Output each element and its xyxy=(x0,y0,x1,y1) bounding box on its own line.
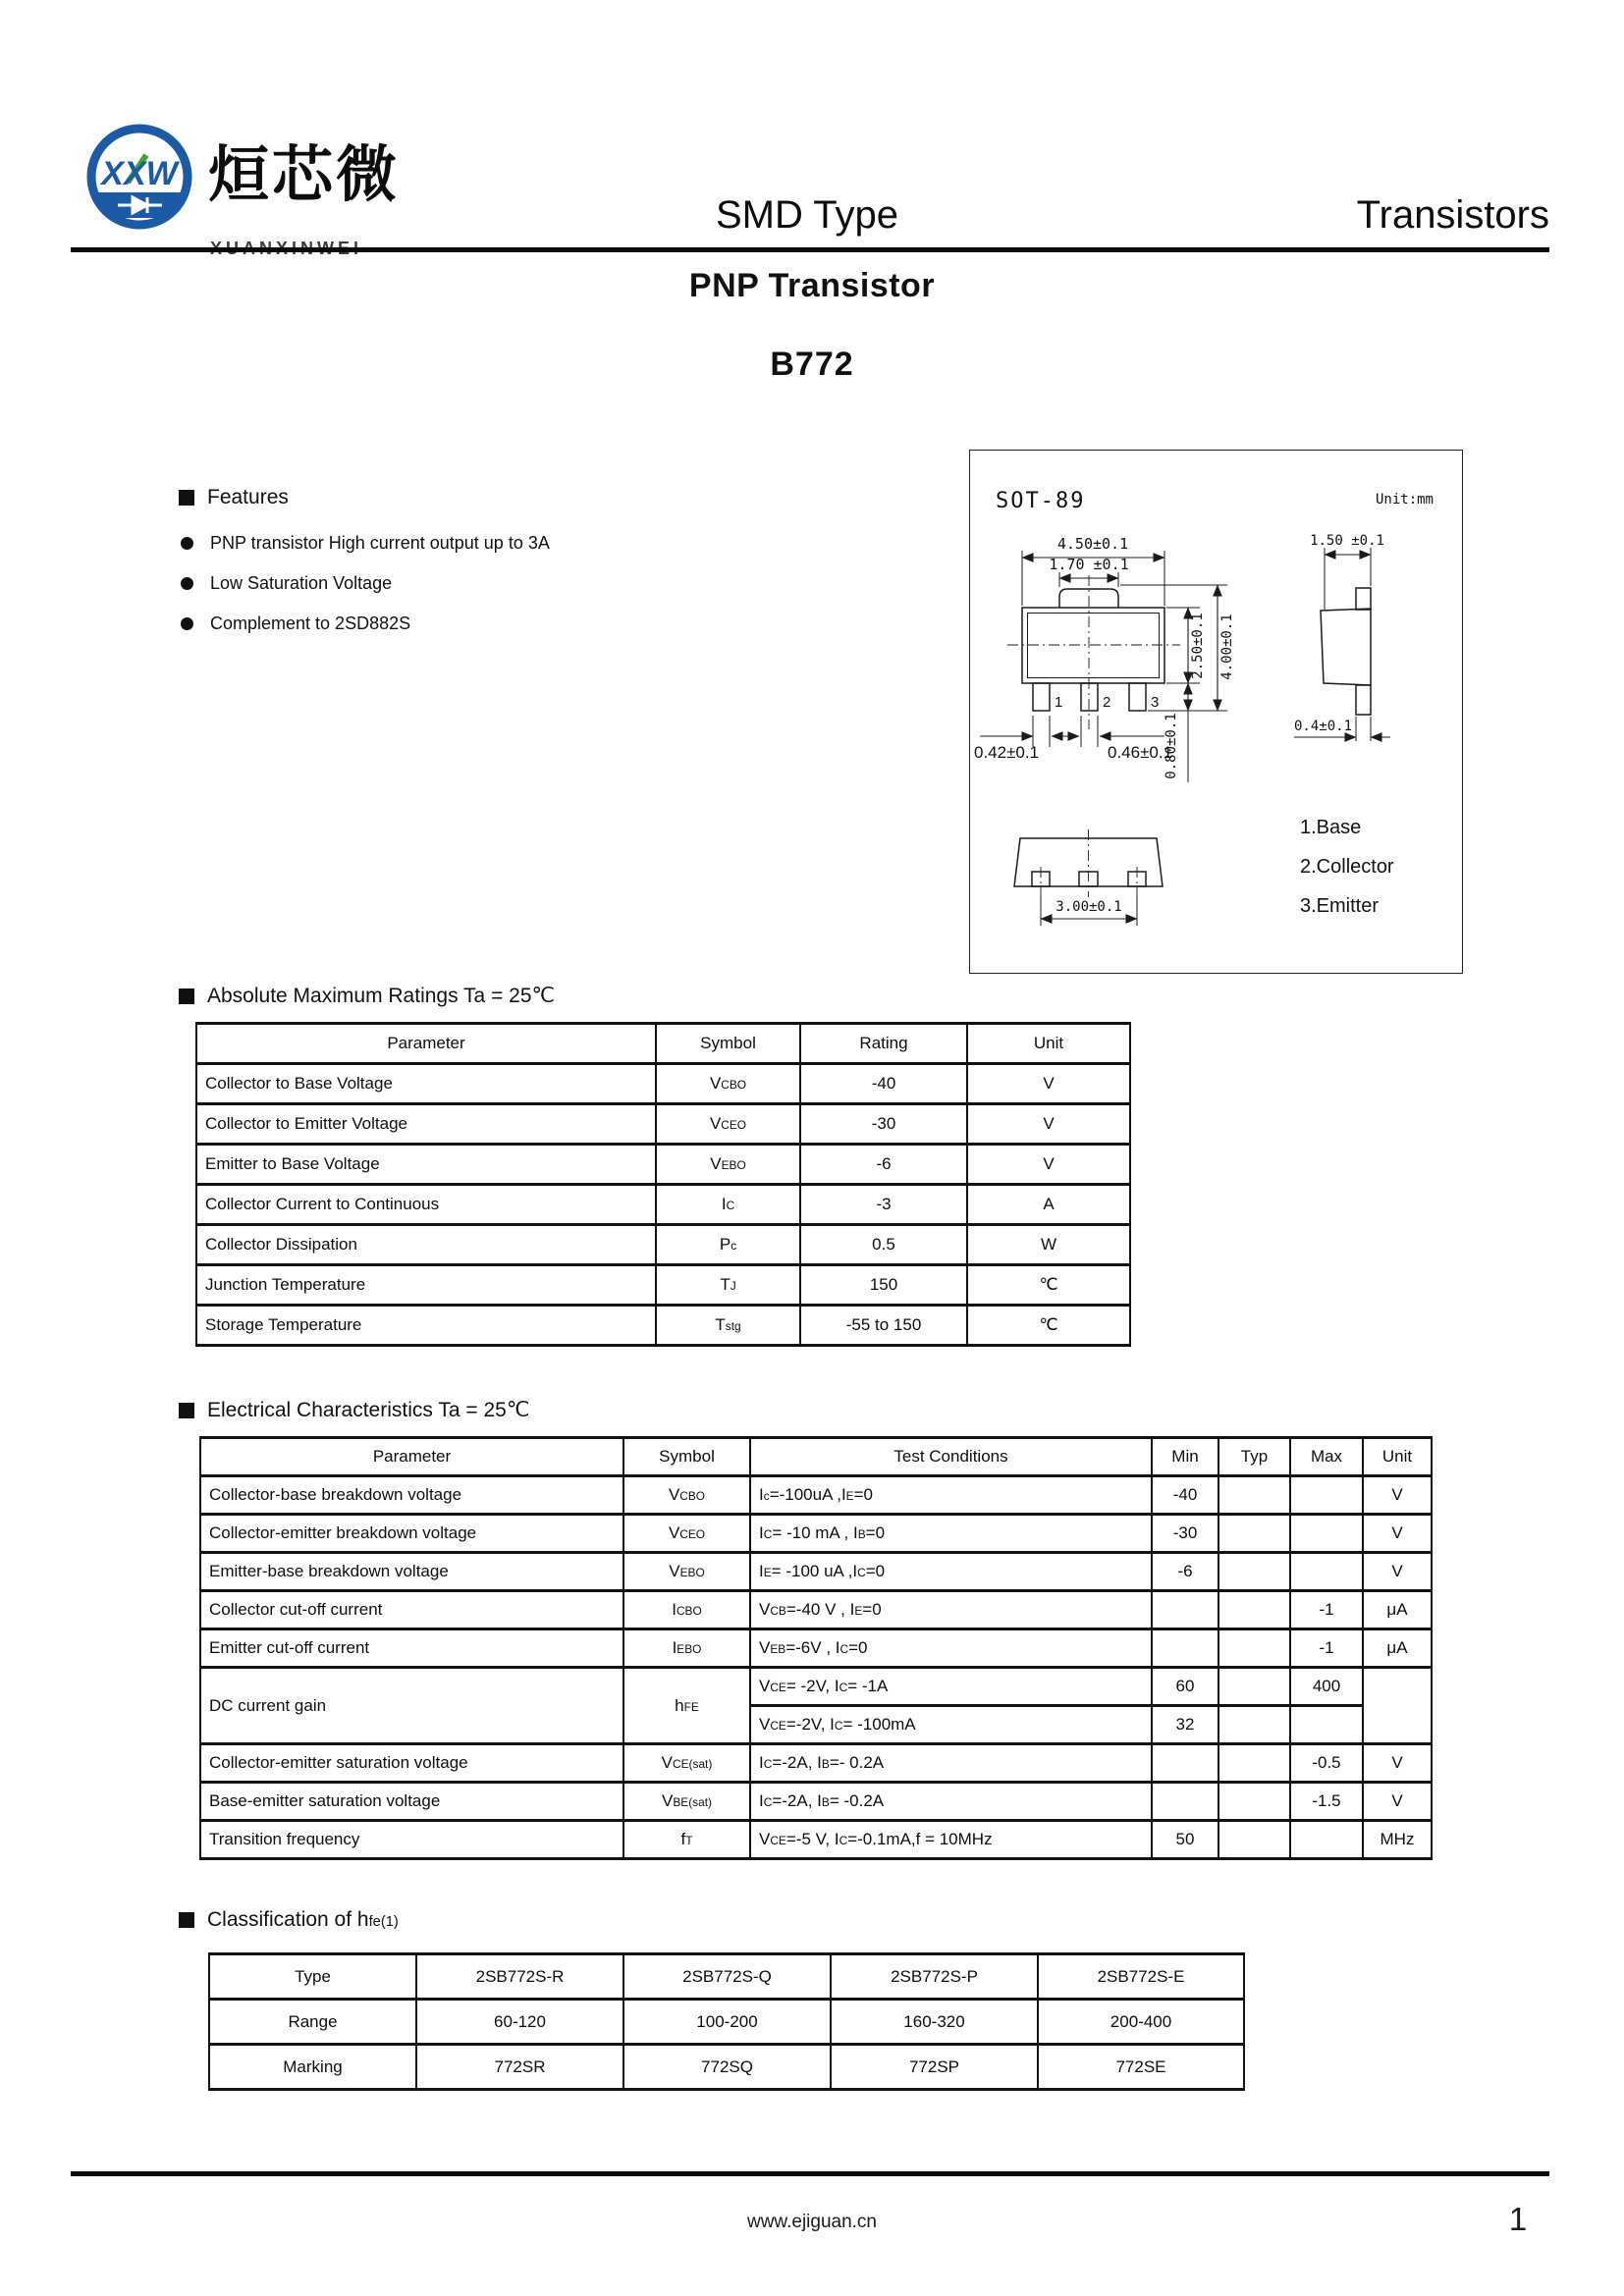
column-header: Typ xyxy=(1218,1438,1290,1476)
unit-cell: μA xyxy=(1363,1629,1432,1668)
legend-collector: 2.Collector xyxy=(1300,856,1394,878)
dim-side-width-label: 1.50 ±0.1 xyxy=(1310,533,1384,549)
unit-cell: V xyxy=(1363,1476,1432,1515)
dim-total-height-label: 4.00±0.1 xyxy=(1219,614,1235,680)
symbol-cell: IEBO xyxy=(623,1629,750,1668)
unit-cell: MHz xyxy=(1363,1821,1432,1859)
dim-lead-width-label: 0.42±0.1 xyxy=(974,743,1040,762)
table-row xyxy=(209,2000,1244,2045)
feature-item xyxy=(181,533,550,554)
pin-2-label: 2 xyxy=(1103,694,1111,711)
column-header: Parameter xyxy=(200,1438,623,1476)
symbol-cell: fT xyxy=(623,1821,750,1859)
package-outline-diagram xyxy=(969,450,1463,974)
typ-cell xyxy=(1218,1629,1290,1668)
table-row xyxy=(200,1668,1432,1706)
parameter-cell: Collector to Emitter Voltage xyxy=(196,1104,656,1145)
feature-text: Low Saturation Voltage xyxy=(210,573,393,593)
legend-base: 1.Base xyxy=(1300,817,1362,838)
elec-heading xyxy=(179,1398,529,1422)
symbol-cell: VBE(sat) xyxy=(623,1783,750,1821)
parameter-cell: Junction Temperature xyxy=(196,1265,656,1306)
conditions-cell: Ic=-100uA ,IE=0 xyxy=(750,1476,1152,1515)
marking-cell: 772SP xyxy=(831,2045,1038,2090)
table-row xyxy=(200,1744,1432,1783)
table-row xyxy=(196,1306,1130,1346)
min-cell: 32 xyxy=(1152,1706,1218,1744)
table-row xyxy=(196,1064,1130,1104)
dim-tab-width-label: 1.70 ±0.1 xyxy=(1049,556,1129,573)
dim-lead-thickness-label: 0.4±0.1 xyxy=(1294,719,1353,734)
elec-heading-label: Electrical Characteristics Ta = 25℃ xyxy=(207,1399,530,1421)
parameter-cell: Transition frequency xyxy=(200,1821,623,1859)
max-cell: 400 xyxy=(1290,1668,1363,1706)
feature-text: Complement to 2SD882S xyxy=(210,614,411,633)
unit-cell: V xyxy=(967,1064,1130,1104)
parameter-cell: Emitter cut-off current xyxy=(200,1629,623,1668)
table-row xyxy=(196,1265,1130,1306)
column-header: Symbol xyxy=(623,1438,750,1476)
doc-title: PNP Transistor xyxy=(688,267,936,304)
min-cell: -6 xyxy=(1152,1553,1218,1591)
category-label: Transistors xyxy=(1356,193,1549,237)
column-header: Symbol xyxy=(656,1024,800,1064)
dim-body-width-label: 4.50±0.1 xyxy=(1056,535,1129,553)
feature-item xyxy=(181,573,392,594)
symbol-cell: VEBO xyxy=(656,1145,800,1185)
logo-monogram: XXW xyxy=(101,155,178,192)
section-square-icon xyxy=(179,490,194,506)
conditions-cell: IC=-2A, IB= -0.2A xyxy=(750,1783,1152,1821)
parameter-cell: Collector Dissipation xyxy=(196,1225,656,1265)
rating-cell: -55 to 150 xyxy=(800,1306,967,1346)
doc-type-label: SMD Type xyxy=(716,193,898,237)
conditions-cell: IE= -100 uA ,IC=0 xyxy=(750,1553,1152,1591)
symbol-cell: VEBO xyxy=(623,1553,750,1591)
range-cell: 100-200 xyxy=(623,2000,831,2045)
rating-cell: 0.5 xyxy=(800,1225,967,1265)
parameter-cell: Storage Temperature xyxy=(196,1306,656,1346)
column-header: Unit xyxy=(967,1024,1130,1064)
max-cell: -0.5 xyxy=(1290,1744,1363,1783)
type-cell: 2SB772S-Q xyxy=(623,1954,831,2000)
column-header: Min xyxy=(1152,1438,1218,1476)
min-cell xyxy=(1152,1783,1218,1821)
bullet-icon xyxy=(181,577,193,590)
abs-max-heading-label: Absolute Maximum Ratings Ta = 25℃ xyxy=(207,985,556,1007)
unit-cell: V xyxy=(1363,1515,1432,1553)
unit-cell: V xyxy=(967,1104,1130,1145)
range-cell: 60-120 xyxy=(416,2000,623,2045)
max-cell xyxy=(1290,1515,1363,1553)
table-header-row xyxy=(200,1438,1432,1476)
symbol-cell: VCEO xyxy=(656,1104,800,1145)
row-label-cell: Type xyxy=(209,1954,416,2000)
min-cell: 50 xyxy=(1152,1821,1218,1859)
range-cell: 160-320 xyxy=(831,2000,1038,2045)
features-heading xyxy=(179,486,289,509)
section-square-icon xyxy=(179,1912,194,1928)
unit-cell: ℃ xyxy=(967,1265,1130,1306)
symbol-cell: VCE(sat) xyxy=(623,1744,750,1783)
lead-1 xyxy=(1033,683,1050,711)
symbol-cell: VCBO xyxy=(623,1476,750,1515)
unit-cell: W xyxy=(967,1225,1130,1265)
hfe-classification-table xyxy=(208,1952,1245,2091)
type-cell: 2SB772S-E xyxy=(1038,1954,1244,2000)
typ-cell xyxy=(1218,1744,1290,1783)
dim-pad-pitch-label: 3.00±0.1 xyxy=(1056,899,1122,915)
parameter-cell: Emitter to Base Voltage xyxy=(196,1145,656,1185)
typ-cell xyxy=(1218,1821,1290,1859)
side-view xyxy=(1294,533,1390,741)
max-cell: -1 xyxy=(1290,1591,1363,1629)
table-row xyxy=(200,1591,1432,1629)
row-label-cell: Marking xyxy=(209,2045,416,2090)
conditions-cell: VCE=-2V, IC= -100mA xyxy=(750,1706,1152,1744)
min-cell xyxy=(1152,1591,1218,1629)
dimension-lines xyxy=(980,558,1218,736)
parameter-cell: Collector Current to Continuous xyxy=(196,1185,656,1225)
min-cell: -30 xyxy=(1152,1515,1218,1553)
typ-cell xyxy=(1218,1476,1290,1515)
dim-lead-gap-label: 0.46±0.1 xyxy=(1108,743,1173,762)
unit-cell xyxy=(1363,1668,1432,1744)
rating-cell: -40 xyxy=(800,1064,967,1104)
column-header: Rating xyxy=(800,1024,967,1064)
table-row xyxy=(196,1145,1130,1185)
min-cell xyxy=(1152,1629,1218,1668)
parameter-cell: DC current gain xyxy=(200,1668,623,1744)
table-row xyxy=(196,1225,1130,1265)
table-row xyxy=(209,2045,1244,2090)
footer-url: www.ejiguan.cn xyxy=(746,2212,878,2232)
symbol-cell: IC xyxy=(656,1185,800,1225)
dim-lead-length-label: 0.80±0.1 xyxy=(1164,713,1179,779)
feature-text: PNP transistor High current output up to 3A xyxy=(210,533,550,553)
column-header: Unit xyxy=(1363,1438,1432,1476)
conditions-cell: IC= -10 mA , IB=0 xyxy=(750,1515,1152,1553)
absolute-maximum-ratings-table xyxy=(195,1022,1131,1347)
package-body xyxy=(1022,608,1164,683)
symbol-cell: Pc xyxy=(656,1225,800,1265)
conditions-cell: VCE=-5 V, IC=-0.1mA,f = 10MHz xyxy=(750,1821,1152,1859)
table-row xyxy=(200,1783,1432,1821)
max-cell xyxy=(1290,1553,1363,1591)
unit-note-label: Unit:mm xyxy=(1375,492,1434,507)
dim-body-height-label: 2.50±0.1 xyxy=(1190,613,1206,679)
unit-cell: V xyxy=(1363,1783,1432,1821)
range-cell: 200-400 xyxy=(1038,2000,1244,2045)
marking-cell: 772SQ xyxy=(623,2045,831,2090)
unit-cell: V xyxy=(1363,1553,1432,1591)
symbol-cell: Tstg xyxy=(656,1306,800,1346)
parameter-cell: Collector cut-off current xyxy=(200,1591,623,1629)
side-body xyxy=(1321,609,1371,685)
abs-max-heading xyxy=(179,984,555,1008)
feature-item xyxy=(181,614,410,634)
rating-cell: 150 xyxy=(800,1265,967,1306)
header-rule xyxy=(71,247,1549,252)
bullet-icon xyxy=(181,537,193,550)
marking-cell: 772SR xyxy=(416,2045,623,2090)
column-header: Test Conditions xyxy=(750,1438,1152,1476)
unit-cell: ℃ xyxy=(967,1306,1130,1346)
rating-cell: -6 xyxy=(800,1145,967,1185)
features-heading-label: Features xyxy=(207,486,289,508)
column-header: Max xyxy=(1290,1438,1363,1476)
front-view xyxy=(974,535,1235,782)
package-body-inner xyxy=(1028,614,1160,678)
table-row xyxy=(200,1553,1432,1591)
typ-cell xyxy=(1218,1706,1290,1744)
max-cell: -1 xyxy=(1290,1629,1363,1668)
column-header: Parameter xyxy=(196,1024,656,1064)
footer-rule xyxy=(71,2171,1549,2176)
row-label-cell: Range xyxy=(209,2000,416,2045)
bottom-view xyxy=(1014,829,1163,926)
pin-legend xyxy=(1300,817,1394,917)
side-tab xyxy=(1356,588,1371,610)
max-cell xyxy=(1290,1821,1363,1859)
lead-3 xyxy=(1129,683,1146,711)
parameter-cell: Collector to Base Voltage xyxy=(196,1064,656,1104)
marking-cell: 772SE xyxy=(1038,2045,1244,2090)
bullet-icon xyxy=(181,617,193,630)
unit-cell: μA xyxy=(1363,1591,1432,1629)
symbol-cell: hFE xyxy=(623,1668,750,1744)
table-row xyxy=(196,1185,1130,1225)
section-square-icon xyxy=(179,988,194,1004)
max-cell: -1.5 xyxy=(1290,1783,1363,1821)
typ-cell xyxy=(1218,1553,1290,1591)
rating-cell: -3 xyxy=(800,1185,967,1225)
package-name-label: SOT-89 xyxy=(996,489,1086,513)
part-number: B772 xyxy=(770,346,854,383)
table-row xyxy=(209,1954,1244,2000)
type-cell: 2SB772S-P xyxy=(831,1954,1038,2000)
unit-cell: V xyxy=(967,1145,1130,1185)
rating-cell: -30 xyxy=(800,1104,967,1145)
unit-cell: V xyxy=(1363,1744,1432,1783)
page-number: 1 xyxy=(1508,2201,1528,2237)
type-cell: 2SB772S-R xyxy=(416,1954,623,2000)
table-row xyxy=(196,1104,1130,1145)
brand-name-chinese: 烜芯微 xyxy=(208,141,401,209)
conditions-cell: VCB=-40 V , IE=0 xyxy=(750,1591,1152,1629)
max-cell xyxy=(1290,1476,1363,1515)
table-row xyxy=(200,1821,1432,1859)
min-cell: -40 xyxy=(1152,1476,1218,1515)
parameter-cell: Collector-emitter breakdown voltage xyxy=(200,1515,623,1553)
symbol-cell: VCEO xyxy=(623,1515,750,1553)
parameter-cell: Emitter-base breakdown voltage xyxy=(200,1553,623,1591)
unit-cell: A xyxy=(967,1185,1130,1225)
typ-cell xyxy=(1218,1783,1290,1821)
typ-cell xyxy=(1218,1668,1290,1706)
parameter-cell: Collector-emitter saturation voltage xyxy=(200,1744,623,1783)
max-cell xyxy=(1290,1706,1363,1744)
parameter-cell: Collector-base breakdown voltage xyxy=(200,1476,623,1515)
conditions-cell: IC=-2A, IB=- 0.2A xyxy=(750,1744,1152,1783)
symbol-cell: VCBO xyxy=(656,1064,800,1104)
lead-2 xyxy=(1081,683,1098,711)
section-square-icon xyxy=(179,1403,194,1418)
electrical-characteristics-table xyxy=(199,1436,1433,1860)
table-row xyxy=(200,1629,1432,1668)
typ-cell xyxy=(1218,1515,1290,1553)
symbol-cell: TJ xyxy=(656,1265,800,1306)
classification-heading xyxy=(179,1908,399,1932)
legend-emitter: 3.Emitter xyxy=(1300,895,1380,917)
table-row xyxy=(200,1515,1432,1553)
conditions-cell: VCE= -2V, IC= -1A xyxy=(750,1668,1152,1706)
parameter-cell: Base-emitter saturation voltage xyxy=(200,1783,623,1821)
classification-heading-label: Classification of hfe(1) xyxy=(207,1908,399,1931)
table-row xyxy=(200,1476,1432,1515)
typ-cell xyxy=(1218,1591,1290,1629)
symbol-cell: ICBO xyxy=(623,1591,750,1629)
min-cell xyxy=(1152,1744,1218,1783)
conditions-cell: VEB=-6V , IC=0 xyxy=(750,1629,1152,1668)
side-lead xyxy=(1356,685,1371,715)
pin-3-label: 3 xyxy=(1151,694,1160,711)
pin-1-label: 1 xyxy=(1055,694,1063,711)
extension-lines xyxy=(1325,548,1371,741)
min-cell: 60 xyxy=(1152,1668,1218,1706)
table-header-row xyxy=(196,1024,1130,1064)
